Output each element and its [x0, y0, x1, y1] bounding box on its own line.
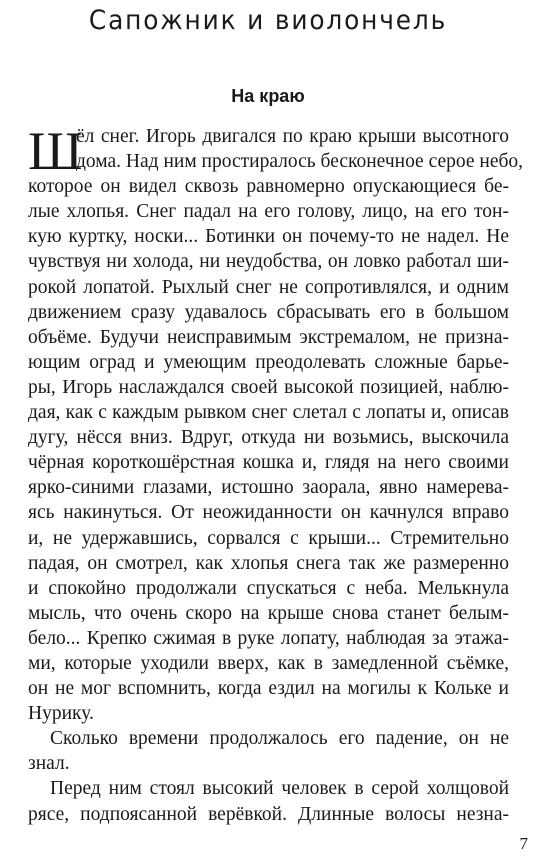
text-line: падая, он смотрел, как хлопья снега так же размеренно	[28, 552, 509, 574]
text-line: ёл снег. Игорь двигался по краю крыши высотного	[76, 126, 509, 147]
drop-cap: Ш	[28, 121, 83, 181]
text-line: движением сразу удавалось сбрасывать его в большом	[28, 301, 509, 323]
text-line: Перед ним стоял высокий человек в серой холщовой	[50, 778, 509, 800]
text-line: ющим оград и умеющим преодолевать сложные барье-	[28, 351, 509, 373]
chapter-title: На краю	[231, 86, 305, 106]
text-line: Нурику.	[28, 703, 94, 725]
text-line: и спокойно продолжали спускаться с неба. Мелькнула	[28, 577, 509, 599]
text-line: лые хлопья. Снег падал на его голову, лицо, на его тон-	[28, 201, 509, 223]
text-line: он не мог вспомнить, когда ездил на могилы к Кольке и	[28, 678, 509, 700]
text-line: рясе, подпоясанной верёвкой. Длинные волосы незна-	[28, 803, 509, 825]
text-line: ясь накинуться. От неожиданности он качнулся вправо	[28, 502, 509, 524]
text-line: кую куртку, носки... Ботинки он почему-то не надел. Не	[28, 226, 509, 248]
running-title: Сапожник и виолончель	[88, 5, 448, 36]
text-line: объёме. Будучи неисправимым экстремалом, не призна-	[28, 326, 509, 348]
text-line: которое он видел сквозь равномерно опускающиеся бе-	[28, 176, 509, 198]
page-number: 7	[519, 834, 528, 853]
text-line: и, не удержавшись, сорвался с крыши... Стремительно	[28, 527, 509, 549]
text-line: ми, которые уходили вверх, как в замедленной съёмке,	[28, 652, 509, 674]
text-line: дугу, нёсся вниз. Вдруг, откуда ни возьмись, выскочила	[28, 427, 509, 449]
text-line: рокой лопатой. Рыхлый снег не сопротивлялся, и одним	[28, 276, 509, 298]
text-line: дая, как с каждым рывком снег слетал с лопаты и, описав	[28, 402, 509, 424]
text-line: ярко-синими глазами, истошно заорала, явно намерева-	[28, 477, 509, 499]
text-line: чёрная короткошёрстная кошка и, глядя на него своими	[28, 452, 509, 474]
text-line: чувствуя ни холода, ни неудобства, он ловко работал ши-	[28, 251, 509, 273]
text-line: знал.	[28, 753, 70, 775]
text-line: мысль, что очень скоро на крыше снова станет белым-	[28, 602, 509, 624]
text-line: дома. Над ним простиралось бесконечное серое небо,	[76, 151, 524, 173]
text-line: бело... Крепко сжимая в руке лопату, наблюдая за этажа-	[28, 627, 509, 649]
body-text	[28, 121, 524, 827]
text-line: ры, Игорь наслаждался своей высокой позицией, наблю-	[28, 376, 509, 398]
text-line: Сколько времени продолжалось его падение, он не	[50, 728, 509, 750]
